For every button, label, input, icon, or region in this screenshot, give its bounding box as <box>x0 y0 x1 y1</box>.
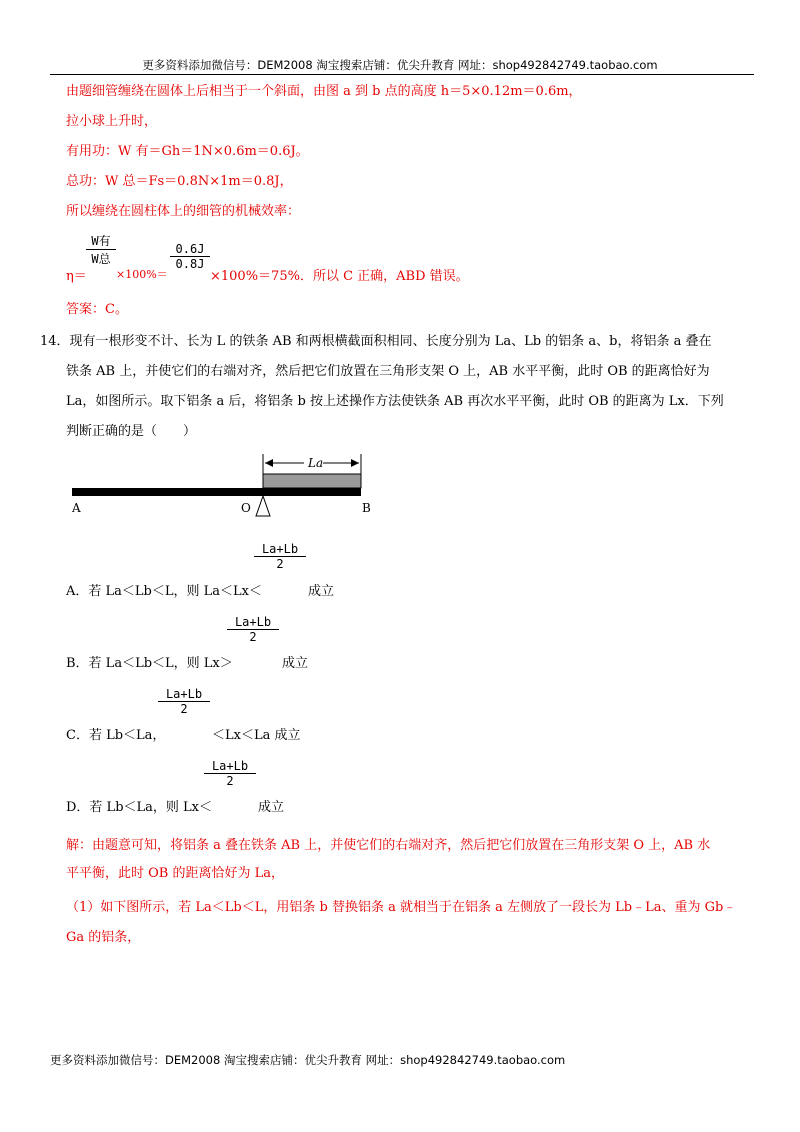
header-divider <box>50 74 754 75</box>
fraction-denominator: 2 <box>276 557 284 571</box>
fraction-denominator: 2 <box>226 774 234 788</box>
solution-14-line-4: Ga 的铝条， <box>66 930 141 945</box>
solution-14-line-3: （1）如下图所示，若 La＜Lb＜L，用铝条 b 替换铝条 a 就相当于在铝条 a 左侧放了一段长为 Lb﹣La、重为 Gb﹣ <box>66 900 737 915</box>
option-d-suffix: 成立 <box>258 800 285 815</box>
solution-14-line-2: 平平衡，此时 OB 的距离恰好为 La， <box>66 866 284 881</box>
solution-14-line-1: 解：由题意可知，将铝条 a 叠在铁条 AB 上，并使它们的右端对齐，然后把它们放置在三角形支架 O 上，AB 水 <box>66 838 711 853</box>
lever-figure <box>60 448 390 523</box>
fraction-numerator: La+Lb <box>158 687 210 702</box>
triangle-support-icon <box>256 496 270 516</box>
option-b-fraction <box>227 615 279 644</box>
fraction-denominator: 2 <box>249 630 257 644</box>
solution-line-3: 有用功：W 有＝Gh＝1N×0.6m＝0.6J。 <box>66 144 309 159</box>
fraction-denominator: 2 <box>180 702 188 716</box>
answer-text: 答案：C。 <box>66 302 128 317</box>
fraction-numerator: 0.6J <box>170 242 210 257</box>
iron-bar-ab <box>72 488 361 496</box>
fraction-numerator: La+Lb <box>254 542 306 557</box>
label-o: O <box>241 501 251 515</box>
aluminum-strip-a <box>263 474 361 488</box>
question-14-line-2: 铁条 AB 上，并使它们的右端对齐，然后把它们放置在三角形支架 O 上，AB 水平平衡，此时 OB 的距离恰好为 <box>66 364 710 379</box>
option-a-suffix: 成立 <box>308 584 335 599</box>
question-14-line-4: 判断正确的是（ ） <box>66 424 197 439</box>
fraction-denominator: W总 <box>91 252 111 266</box>
option-a-text: A．若 La＜Lb＜L，则 La＜Lx＜ <box>66 584 262 599</box>
fraction-denominator: 0.8J <box>175 257 205 271</box>
option-c-fraction <box>158 687 210 716</box>
page-header: 更多资料添加微信号：DEM2008 淘宝搜索店铺：优尖升教育 网址：shop492842749.taobao.com <box>142 58 658 72</box>
eta-prefix: η＝ <box>66 269 87 284</box>
label-a: A <box>72 501 81 515</box>
efficiency-fraction <box>86 232 116 267</box>
times-100-text: ×100%＝ <box>116 268 168 281</box>
option-d-fraction <box>204 759 256 788</box>
energy-fraction <box>170 242 210 271</box>
question-14-line-1: 14．现有一根形变不计、长为 L 的铁条 AB 和两根横截面积相同、长度分别为 La、Lb 的铝条 a、b，将铝条 a 叠在 <box>40 334 712 349</box>
efficiency-result: ×100%＝75%．所以 C 正确，ABD 错误。 <box>210 269 469 284</box>
question-14-line-3: La，如图所示。取下铝条 a 后，将铝条 b 按上述操作方法使铁条 AB 再次水平平衡，此时 OB 的距离为 Lx．下列 <box>66 394 724 409</box>
page-footer: 更多资料添加微信号：DEM2008 淘宝搜索店铺：优尖升教育 网址：shop492842749.taobao.com <box>50 1053 566 1067</box>
fraction-numerator: La+Lb <box>204 759 256 774</box>
solution-line-5: 所以缠绕在圆柱体上的细管的机械效率： <box>66 204 301 219</box>
option-d-text: D．若 Lb＜La，则 Lx＜ <box>66 800 212 815</box>
option-c-suffix: ＜Lx＜La 成立 <box>212 728 301 743</box>
solution-line-2: 拉小球上升时， <box>66 114 158 129</box>
option-a-fraction <box>254 542 306 571</box>
solution-line-1: 由题细管缠绕在圆体上后相当于一个斜面，由图 a 到 b 点的高度 h＝5×0.12m＝0.6m， <box>66 84 582 99</box>
solution-line-4: 总功：W 总＝Fs＝0.8N×1m＝0.8J， <box>66 174 293 189</box>
fraction-numerator: La+Lb <box>227 615 279 630</box>
option-b-text: B．若 La＜Lb＜L，则 Lx＞ <box>66 656 233 671</box>
fraction-numerator: W有 <box>86 232 116 250</box>
la-label: La <box>308 456 324 470</box>
label-b: B <box>362 501 371 515</box>
option-b-suffix: 成立 <box>282 656 309 671</box>
option-c-text: C．若 Lb＜La， <box>66 728 166 743</box>
